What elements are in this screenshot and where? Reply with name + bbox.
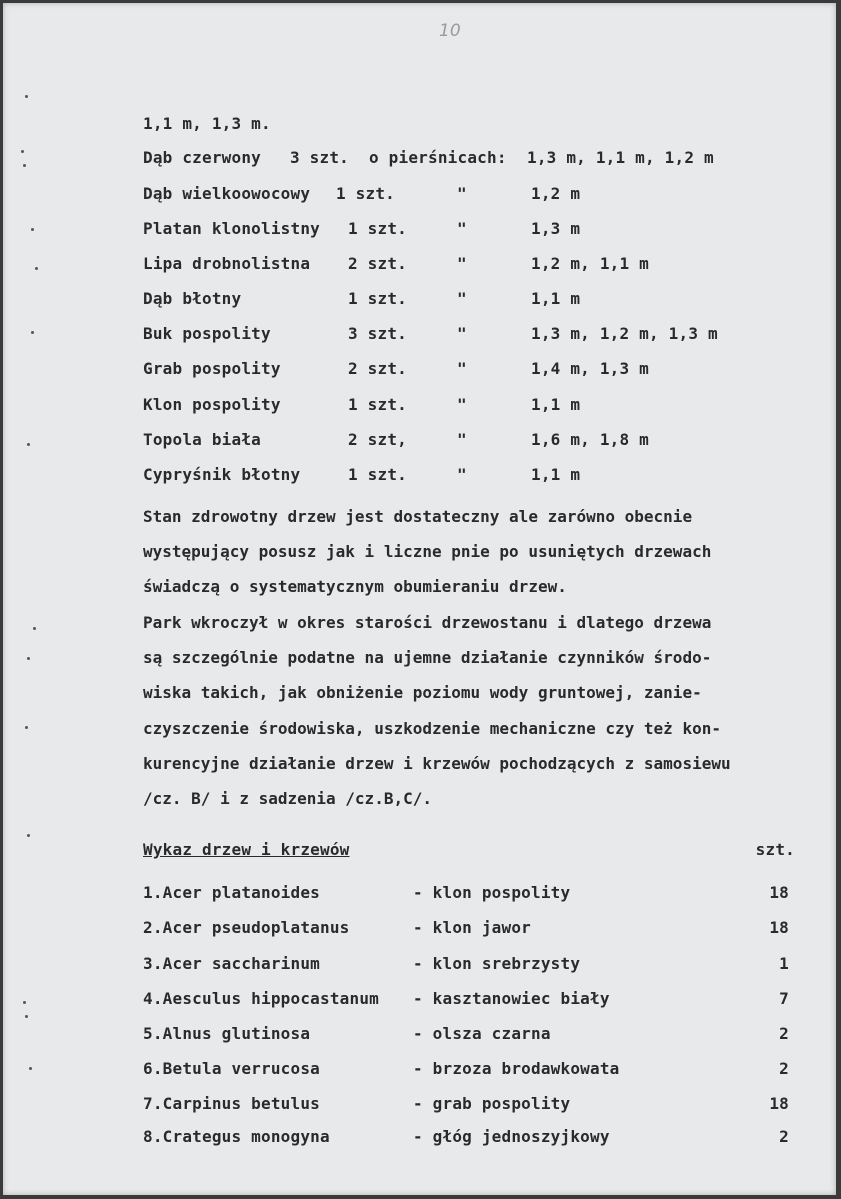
species-polish: - klon jawor xyxy=(413,918,531,937)
tree-values: 1,3 m, 1,2 m, 1,3 m xyxy=(531,324,718,343)
species-latin: 7.Carpinus betulus xyxy=(143,1094,320,1113)
tree-name: Platan klonolistny xyxy=(143,219,320,238)
tree-values: 1,2 m, 1,1 m xyxy=(531,254,649,273)
ditto-mark: " xyxy=(457,465,467,484)
species-polish: - klon pospolity xyxy=(413,883,571,902)
tree-count: 1 szt. xyxy=(348,395,407,414)
species-count: 18 xyxy=(769,1094,789,1113)
species-count: 2 xyxy=(779,1059,789,1078)
tree-count: 1 szt. xyxy=(348,219,407,238)
aging-paragraph xyxy=(143,605,793,816)
text-line: Stan zdrowotny drzew jest dostateczny ale zarówno obecnie xyxy=(143,507,693,526)
tree-count: 3 szt. xyxy=(348,324,407,343)
tree-count: 2 szt. xyxy=(348,254,407,273)
tree-values: 1,4 m, 1,3 m xyxy=(531,359,649,378)
tree-name: Cypryśnik błotny xyxy=(143,465,301,484)
tree-values: 1,1 m xyxy=(531,289,581,308)
ditto-mark: " xyxy=(457,219,467,238)
text-line: /cz. B/ i z sadzenia /cz.B,C/. xyxy=(143,789,432,809)
tree-count: 1 szt. xyxy=(336,184,395,203)
tree-count: 1 szt. xyxy=(348,465,407,484)
tree-values: 1,3 m, 1,1 m, 1,2 m xyxy=(527,148,714,167)
ditto-mark: " xyxy=(457,359,467,378)
tree-count: 3 szt. xyxy=(290,148,349,167)
species-latin: 8.Crategus monogyna xyxy=(143,1127,330,1146)
tree-name: Dąb wielkoowocowy xyxy=(143,184,311,203)
health-paragraph xyxy=(143,499,793,605)
text-line: czyszczenie środowiska, uszkodzenie mechaniczne czy też kon- xyxy=(143,718,721,738)
species-latin: 1.Acer platanoides xyxy=(143,883,320,902)
ditto-mark: " xyxy=(457,430,467,449)
text-line: Park wkroczył w okres starości drzewostanu i dlatego drzewa xyxy=(143,613,712,632)
species-polish: - kasztanowiec biały xyxy=(413,989,610,1008)
tree-name: Lipa drobnolistna xyxy=(143,254,311,273)
species-latin: 3.Acer saccharinum xyxy=(143,954,320,973)
tree-name: Dąb błotny xyxy=(143,289,242,308)
tree-values: 1,2 m xyxy=(531,184,581,203)
tree-measure-label: o pierśnicach: xyxy=(369,148,507,167)
text-line: wiska takich, jak obniżenie poziomu wody gruntowej, zanie- xyxy=(143,683,702,703)
tree-values: 1,1 m xyxy=(531,465,581,484)
tree-name: Topola biała xyxy=(143,430,261,449)
tree-values: 1,6 m, 1,8 m xyxy=(531,430,649,449)
ditto-mark: " xyxy=(457,254,467,273)
ditto-mark: " xyxy=(457,324,467,343)
species-polish: - brzoza brodawkowata xyxy=(413,1059,620,1078)
page-number: 10 xyxy=(439,21,461,41)
tree-count: 2 szt, xyxy=(348,430,407,449)
document-page xyxy=(3,3,836,1195)
text-line: są szczególnie podatne na ujemne działanie czynników środo- xyxy=(143,648,712,668)
ditto-mark: " xyxy=(457,184,467,203)
text-line: świadczą o systematycznym obumieraniu drzew. xyxy=(143,577,567,597)
ditto-mark: " xyxy=(457,289,467,308)
species-count: 7 xyxy=(779,989,789,1008)
intro-line: 1,1 m, 1,3 m. xyxy=(143,114,271,133)
list-heading: Wykaz drzew i krzewów xyxy=(143,840,350,859)
species-latin: 6.Betula verrucosa xyxy=(143,1059,320,1078)
tree-values: 1,3 m xyxy=(531,219,581,238)
species-latin: 2.Acer pseudoplatanus xyxy=(143,918,350,937)
species-count: 2 xyxy=(779,1127,789,1146)
species-polish: - olsza czarna xyxy=(413,1024,551,1043)
list-unit-heading: szt. xyxy=(755,840,795,859)
tree-name: Grab pospolity xyxy=(143,359,281,378)
species-polish: - grab pospolity xyxy=(413,1094,571,1113)
species-count: 18 xyxy=(769,883,789,902)
species-count: 1 xyxy=(779,954,789,973)
text-line: występujący posusz jak i liczne pnie po usuniętych drzewach xyxy=(143,542,712,562)
text-line: kurencyjne działanie drzew i krzewów pochodzących z samosiewu xyxy=(143,753,731,773)
tree-count: 2 szt. xyxy=(348,359,407,378)
tree-values: 1,1 m xyxy=(531,395,581,414)
tree-count: 1 szt. xyxy=(348,289,407,308)
species-count: 2 xyxy=(779,1024,789,1043)
ditto-mark: " xyxy=(457,395,467,414)
species-latin: 4.Aesculus hippocastanum xyxy=(143,989,379,1008)
species-count: 18 xyxy=(769,918,789,937)
species-latin: 5.Alnus glutinosa xyxy=(143,1024,311,1043)
tree-name: Dąb czerwony xyxy=(143,148,261,167)
tree-name: Klon pospolity xyxy=(143,395,281,414)
species-polish: - głóg jednoszyjkowy xyxy=(413,1127,610,1146)
species-polish: - klon srebrzysty xyxy=(413,954,581,973)
tree-name: Buk pospolity xyxy=(143,324,271,343)
